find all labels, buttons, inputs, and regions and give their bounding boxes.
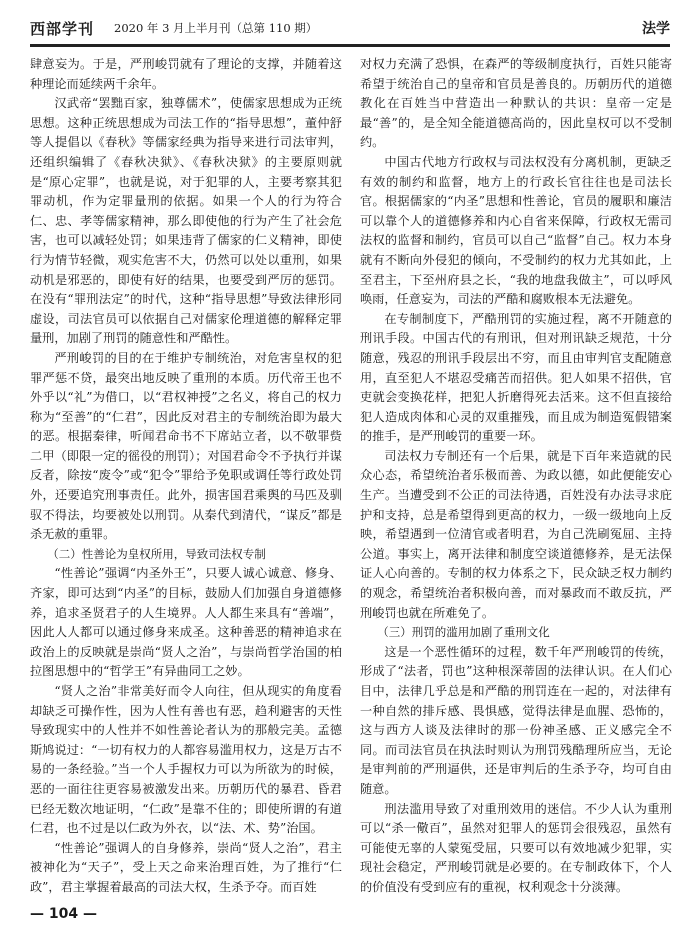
paragraph: 刑法滥用导致了对重刑效用的迷信。不少人认为重刑可以“杀一儆百”，虽然对犯罪人的惩罚会很残忍，虽然有可能使无辜的人蒙冤受屈，只要可以有效地减少犯罪，实现社会稳定，严刑峻罚就是必要的。在专制政体下，个人的价值没有受到应有的重视，权利观念十分淡薄。 [360,801,672,894]
paragraph: 对权力充满了恐惧，在森严的等级制度执行，百姓只能寄希望于统治自己的皇帝和官员是善良的。历朝历代的道德教化在百姓当中营造出一种默认的共识：皇帝一定是最“善”的，是全知全能道德高尚的，因此皇权可以不受制约。 [360,57,672,150]
section-subheading: （二）性善论为皇权所用，导致司法权专制 [47,546,266,561]
journal-issue: 2020 年 3 月上半月刊（总第 110 期） [114,21,318,35]
page-header [30,14,670,44]
paragraph: 严刑峻罚的目的在于维护专制统治，对危害皇权的犯罪严惩不贷，最突出地反映了重刑的本质。历代帝王也不外乎以“礼”为借口，以“君权神授”之名义，将自己的权力称为“至善”的“仁君”，因此反对君主的专制统治即为最大的恶。根据秦律，听闻君命书不下席站立者，以不敬罪赀二甲（即限一定的徭役的刑罚）；对国君命令不予执行并谋反者，除按“废令”或“犯令”罪给予免职或调任等行政处罚外，还要追究刑事责任。此外，损害国君乘舆的马匹及驯驭不得法，均要被处以刑罚。从秦代到清代，“谋反”都是杀无赦的重罪。 [30,350,342,542]
paragraph: “性善论”强调“内圣外王”，只要人诚心诚意、修身、齐家，即可达到“内圣”的目标，鼓励人们加强自身道德修养，追求圣贤君子的人生境界。人人都生来具有“善端”，因此人人都可以通过修身来成圣。这种善恶的精神追求在政治上的反映就是崇尚“贤人之治”，与崇尚哲学治国的柏拉图思想中的“哲学王”有异曲同工之妙。 [30,566,342,679]
right-column [360,55,672,898]
paragraph: “贤人之治”非常美好而令人向往，但从现实的角度看却缺乏可操作性，因为人性有善也有恶，趋利避害的天性导致现实中的人性并不如性善论者认为的那般完美。孟德斯鸠说过：“一切有权力的人都容易滥用权力，这是万古不易的一条经验。”当一个人手握权力可以为所欲为的时候，恶的一面往往更容易被激发出来。历朝历代的暴君、昏君已经无数次地证明，“仁政”是靠不住的；即使所谓的有道仁君，也不过是以仁政为外衣，以“法、术、势”治国。 [30,684,342,836]
header-rule [30,44,670,47]
paragraph: 肆意妄为。于是，严刑峻罚就有了理论的支撑，并随着这种理论而延续两千余年。 [30,57,342,91]
paragraph: 汉武帝“罢黜百家，独尊儒术”，使儒家思想成为正统思想。这种正统思想成为司法工作的“指导思想”，董仲舒等人提倡以《春秋》等儒家经典为指导来进行司法审判，还组织编辑了《春秋决狱》、《春秋决狱》的主要原则就是“原心定罪”，也就是说，对于犯罪的人，主要考察其犯罪动机，作为定罪量刑的依据。如果一个人的行为符合仁、忠、孝等儒家精神，那么即使他的行为产生了社会危害，也可以减轻处罚；如果违背了儒家的仁义精神，即使行为情节轻微，观实危害不大，仍然可以处以重刑，如果动机是邪恶的，即使有好的结果，也要受到严厉的惩罚。在没有“罪刑法定”的时代，这种“指导思想”导致法律形同虚设，司法官员可以依据自己对儒家伦理道德的解释定罪量刑，加剧了刑罚的随意性和严酷性。 [30,96,342,346]
section-subheading: （三）刑罚的滥用加剧了重刑文化 [377,625,550,640]
section-name: 法学 [642,21,670,37]
paragraph: 在专制制度下，严酷刑罚的实施过程，离不开随意的刑讯手段。中国古代的有刑讯，但对刑讯缺乏规范，十分随意，残忍的刑讯手段层出不穷，而且由审判官支配随意用，直至犯人不堪忍受痛苦而招供。犯人如果不招供，官吏就会变换花样，把犯人折磨得死去活来。这不但直接给犯人造成肉体和心灵的双重摧残，而且成为制造冤假错案的推手，是严刑峻罚的重要一环。 [360,311,672,444]
paragraph: 这是一个恶性循环的过程，数千年严刑峻罚的传统，形成了“法者，罚也”这种根深蒂固的法律认识。在人们心目中，法律几乎总是和严酷的刑罚连在一起的，对法律有一种自然的排斥感、畏惧感，觉得法律是血腥、恐怖的，这与西方人谈及法律时的那一份神圣感、正义感完全不同。而司法官员在执法时则认为刑罚残酷理所应当，无论是审判前的严刑逼供，还是审判后的生杀予夺，均可自由随意。 [360,644,672,796]
paragraph: 司法权力专制还有一个后果，就是下百年来造就的民众心态，希望统治者乐极而善、为政以德，如此便能安心生产。当遭受到不公正的司法待遇，百姓没有办法寻求庇护和支持，总是希望得到更高的权力，一级一级地向上反映，希望遇到一位清官或者明君，为自己洗刷冤屈、主持公道。事实上，离开法律和制度空谈道德修养，是无法保证人心向善的。专制的权力体系之下，民众缺乏权力制约的观念，希望统治者积极向善，而对暴政而不敢反抗，严刑峻罚也就在所难免了。 [360,448,672,620]
left-column [30,55,342,898]
paragraph: 中国古代地方行政权与司法权没有分离机制，更缺乏有效的制约和监督，地方上的行政长官往往也是司法长官。根据儒家的“内圣”思想和性善论，官员的履职和廉洁可以靠个人的道德修养和内心自省来保障，行政权无需司法权的监督和制约，官员可以自己“监督”自己。权力本身就有不断向外侵犯的倾向，不受制约的权力尤其如此，上至君主，下至州府县之长，“我的地盘我做主”，可以呼风唤雨，任意妄为，司法的严酷和腐败根本无法避免。 [360,154,672,307]
page-number: — 104 — [30,906,97,922]
journal-name: 西部学刊 [30,20,95,38]
paragraph: “性善论”强调人的自身修养，崇尚“贤人之治”，君主被神化为“天子”，受上天之命来治理百姓，为了推行“仁政”，君主掌握着最高的司法大权，生杀予夺。而百姓 [30,840,342,894]
